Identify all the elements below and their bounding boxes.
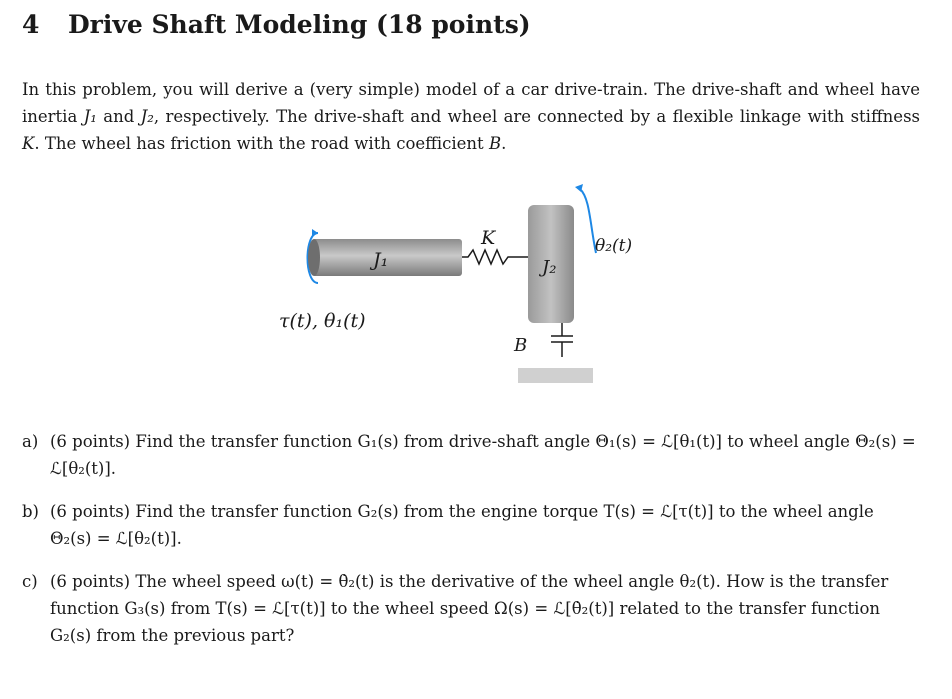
damper-cup (551, 342, 573, 357)
drive-shaft-end (308, 239, 320, 276)
drive-train-diagram (270, 180, 670, 395)
question-b (22, 498, 920, 552)
input-torque-label: τ(t), θ₁(t) (279, 310, 366, 332)
question-c-label: c) (22, 572, 38, 591)
section-number: 4 (22, 10, 40, 39)
question-c-text: (6 points) The wheel speed ω(t) = θ̇₂(t) is the derivative of the wheel angle θ₂(t). How is the transfer function G₃(s) from T(s) = ℒ[τ(t)] to the wheel speed Ω(s) = ℒ[θ̇₂(t)] related to the transfer function G₂(s) from the previous part? (50, 572, 889, 645)
stiffness-spring (462, 250, 528, 264)
question-c (22, 568, 920, 649)
intro-paragraph (22, 76, 920, 157)
question-a (22, 428, 920, 482)
question-a-label: a) (22, 432, 39, 451)
question-b-label: b) (22, 502, 39, 521)
question-a-text: (6 points) Find the transfer function G₁(s) from drive-shaft angle Θ₁(s) = ℒ[θ₁(t)] to wheel angle Θ₂(s) = ℒ[θ₂(t)]. (50, 432, 916, 478)
friction-label-b: B (514, 335, 528, 356)
intro-text-2: , respectively. The drive-shaft and wheel are connected by a flexible linkage with stiffness (153, 107, 920, 126)
intro-k: K (22, 134, 35, 153)
intro-text-3: . The wheel has friction with the road with coefficient (34, 134, 489, 153)
section-heading (22, 10, 531, 39)
intro-text-1: In this problem, you will derive a (very simple) model of a car drive-train. The drive-shaft and wheel have inertia (22, 80, 920, 126)
output-angle-label: θ₂(t) (595, 236, 633, 256)
question-b-text: (6 points) Find the transfer function G₂(s) from the engine torque T(s) = ℒ[τ(t)] to the wheel angle Θ₂(s) = ℒ[θ₂(t)]. (50, 502, 874, 548)
road-ground (518, 368, 593, 383)
input-rotation-arrowhead (312, 229, 318, 237)
intro-text-4: . (501, 134, 507, 153)
intro-j1: J₁ (83, 107, 97, 126)
shaft-label-j1: J₁ (373, 249, 389, 271)
output-rotation-arrow (580, 189, 596, 253)
intro-j2: J₂ (140, 107, 154, 126)
wheel-label-j2: J₂ (542, 257, 557, 278)
spring-label-k: K (481, 227, 496, 249)
section-title: Drive Shaft Modeling (18 points) (68, 10, 531, 39)
intro-and: and (96, 107, 141, 126)
intro-b: B (488, 134, 502, 153)
